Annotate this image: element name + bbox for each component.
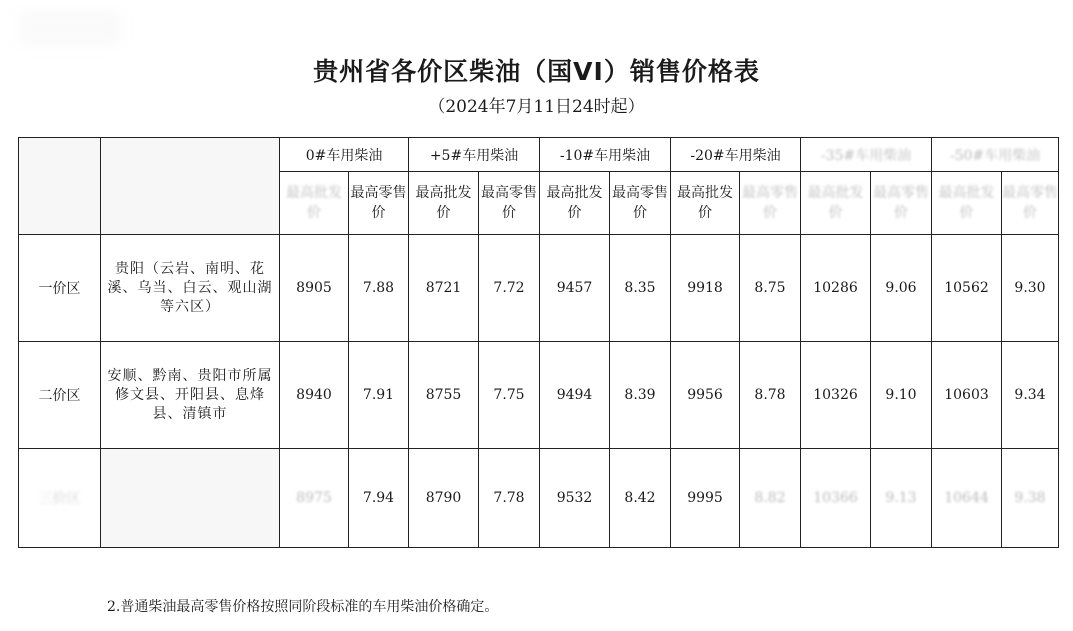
region-area <box>101 449 280 548</box>
price-cell: 10366 <box>801 449 871 548</box>
price-cell: 10286 <box>801 235 871 342</box>
price-cell: 9.30 <box>1002 235 1059 342</box>
price-cell: 9494 <box>540 342 610 449</box>
header-group: +5#车用柴油 <box>409 138 540 172</box>
page-subtitle: （2024年7月11日24时起） <box>428 97 645 117</box>
price-cell: 8.82 <box>740 449 801 548</box>
price-cell: 7.94 <box>349 449 409 548</box>
header-group: -50#车用柴油 <box>932 138 1059 172</box>
scan-smudge <box>20 10 120 46</box>
price-cell: 10562 <box>932 235 1002 342</box>
price-cell: 8790 <box>409 449 479 548</box>
header-group: -10#车用柴油 <box>540 138 671 172</box>
header-area-cell <box>101 138 280 235</box>
header-retail: 最高零售价 <box>479 172 540 235</box>
header-row-groups <box>19 138 1059 172</box>
price-cell: 8.35 <box>610 235 671 342</box>
price-cell: 9532 <box>540 449 610 548</box>
price-cell: 9457 <box>540 235 610 342</box>
header-wholesale: 最高批发价 <box>932 172 1002 235</box>
header-retail: 最高零售价 <box>871 172 932 235</box>
header-group: 0#车用柴油 <box>280 138 409 172</box>
price-cell: 10644 <box>932 449 1002 548</box>
price-cell: 10326 <box>801 342 871 449</box>
price-cell: 8721 <box>409 235 479 342</box>
price-cell: 7.72 <box>479 235 540 342</box>
price-cell: 10603 <box>932 342 1002 449</box>
price-cell: 9.10 <box>871 342 932 449</box>
price-cell: 8.75 <box>740 235 801 342</box>
table-row <box>19 235 1059 342</box>
price-cell: 9.38 <box>1002 449 1059 548</box>
price-cell: 8975 <box>280 449 349 548</box>
header-group: -35#车用柴油 <box>801 138 932 172</box>
price-cell: 7.78 <box>479 449 540 548</box>
price-cell: 8.39 <box>610 342 671 449</box>
table-row <box>19 342 1059 449</box>
price-cell: 7.88 <box>349 235 409 342</box>
price-cell: 8905 <box>280 235 349 342</box>
price-cell: 8.42 <box>610 449 671 548</box>
header-wholesale: 最高批发价 <box>671 172 740 235</box>
region-label: 一价区 <box>19 235 101 342</box>
header-region-cell <box>19 138 101 235</box>
region-label: 二价区 <box>19 342 101 449</box>
price-cell: 8940 <box>280 342 349 449</box>
header-retail: 最高零售价 <box>349 172 409 235</box>
region-label: 三价区 <box>19 449 101 548</box>
price-cell: 9956 <box>671 342 740 449</box>
header-wholesale: 最高批发价 <box>280 172 349 235</box>
header-group: -20#车用柴油 <box>671 138 801 172</box>
price-cell: 9918 <box>671 235 740 342</box>
region-area: 贵阳（云岩、南明、花溪、乌当、白云、观山湖等六区） <box>101 235 280 342</box>
header-wholesale: 最高批发价 <box>540 172 610 235</box>
price-table <box>18 137 1059 548</box>
header-retail: 最高零售价 <box>740 172 801 235</box>
table-row <box>19 449 1059 548</box>
price-cell: 9.34 <box>1002 342 1059 449</box>
price-cell: 7.91 <box>349 342 409 449</box>
header-retail: 最高零售价 <box>610 172 671 235</box>
footnote: 2.普通柴油最高零售价格按照同阶段标准的车用柴油价格确定。 <box>107 599 499 615</box>
price-cell: 9.06 <box>871 235 932 342</box>
region-area: 安顺、黔南、贵阳市所属修文县、开阳县、息烽县、清镇市 <box>101 342 280 449</box>
header-wholesale: 最高批发价 <box>801 172 871 235</box>
price-cell: 9.13 <box>871 449 932 548</box>
page-title: 贵州省各价区柴油（国VI）销售价格表 <box>313 57 760 86</box>
header-retail: 最高零售价 <box>1002 172 1059 235</box>
header-wholesale: 最高批发价 <box>409 172 479 235</box>
price-cell: 8.78 <box>740 342 801 449</box>
price-cell: 7.75 <box>479 342 540 449</box>
price-cell: 8755 <box>409 342 479 449</box>
price-cell: 9995 <box>671 449 740 548</box>
